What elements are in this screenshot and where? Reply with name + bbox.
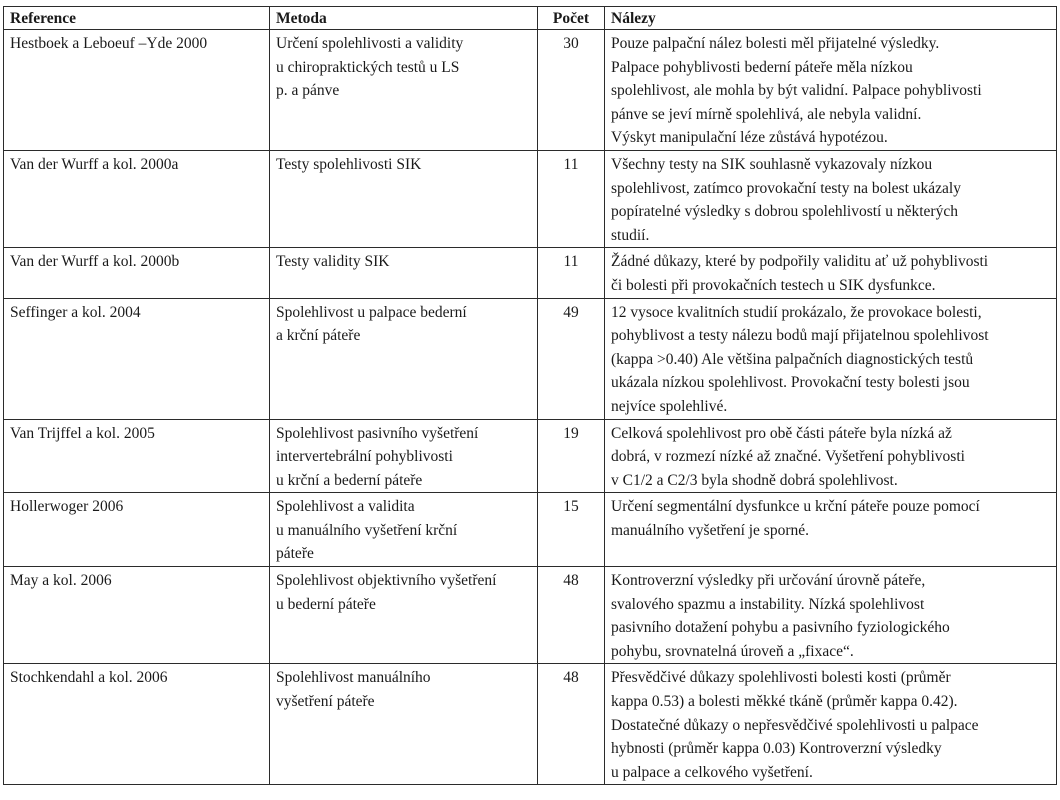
table-row	[4, 419, 1057, 493]
cell-findings-line: Celková spolehlivost pro obě části páteře byla nízká až	[611, 424, 952, 442]
cell-count: 11	[538, 150, 605, 247]
cell-findings-line: spolehlivost, zatímco provokační testy na bolest ukázaly	[611, 179, 961, 197]
cell-reference-line: May a kol. 2006	[10, 572, 112, 590]
table-header-row	[4, 7, 1057, 30]
cell-findings-line: nejvíce spolehlivé.	[611, 397, 728, 415]
cell-method-line: Spolehlivost manuálního	[276, 669, 431, 687]
cell-method-line: Určení spolehlivosti a validity	[276, 35, 464, 52]
cell-reference-line: Seffinger a kol. 2004	[10, 303, 141, 321]
table-body	[4, 30, 1057, 785]
cell-findings-line: Palpace pohyblivosti bederní páteře měla nízkou	[611, 58, 913, 76]
cell-count: 11	[538, 248, 605, 298]
cell-reference-line: Hestboek a Leboeuf –Yde 2000	[10, 35, 208, 52]
cell-findings-line: Žádné důkazy, které by podpořily validitu ať už pohyblivosti	[611, 253, 989, 271]
cell-findings-line: (kappa >0.40) Ale většina palpačních diagnostických testů	[611, 350, 974, 368]
cell-method-line: Testy validity SIK	[276, 253, 390, 271]
cell-count: 15	[538, 493, 605, 567]
header-findings: Nálezy	[605, 7, 1057, 30]
cell-reference-line: Van der Wurff a kol. 2000a	[10, 155, 179, 173]
cell-method-line: p. a pánve	[276, 82, 340, 100]
cell-count: 48	[538, 567, 605, 664]
cell-method	[270, 248, 538, 298]
cell-method-line: a krční páteře	[276, 327, 361, 345]
cell-findings	[605, 150, 1057, 247]
cell-method	[270, 419, 538, 493]
cell-findings	[605, 419, 1057, 493]
cell-findings-line: pasivního dotažení pohybu a pasivního fyziologického	[611, 619, 950, 637]
cell-reference	[4, 30, 270, 151]
table-row	[4, 493, 1057, 567]
cell-method-line: Spolehlivost pasivního vyšetření	[276, 424, 479, 442]
cell-findings-line: Pouze palpační nález bolesti měl přijatelné výsledky.	[611, 35, 940, 52]
cell-method	[270, 298, 538, 419]
cell-findings-line: či bolesti při provokačních testech u SIK dysfunkce.	[611, 276, 936, 294]
table-row	[4, 248, 1057, 298]
cell-method	[270, 30, 538, 151]
cell-findings-line: popíratelné výsledky s dobrou spolehlivostí u některých	[611, 203, 958, 221]
cell-findings-line: hybnosti (průměr kappa 0.03) Kontroverzní výsledky	[611, 740, 942, 758]
reliability-studies-table	[3, 6, 1057, 785]
cell-method-line: Spolehlivost u palpace bederní	[276, 303, 467, 321]
cell-method-line: vyšetření páteře	[276, 693, 375, 711]
cell-count: 48	[538, 664, 605, 785]
cell-reference-line: Van Trijffel a kol. 2005	[10, 424, 155, 442]
cell-reference	[4, 567, 270, 664]
cell-reference	[4, 664, 270, 785]
cell-findings-line: Určení segmentální dysfunkce u krční páteře pouze pomocí	[611, 498, 980, 516]
cell-method	[270, 664, 538, 785]
cell-method-line: Testy spolehlivosti SIK	[276, 155, 422, 173]
cell-findings-line: 12 vysoce kvalitních studií prokázalo, že provokace bolesti,	[611, 303, 982, 321]
table-header	[4, 7, 1057, 30]
cell-reference-line: Hollerwoger 2006	[10, 498, 124, 516]
cell-method	[270, 493, 538, 567]
cell-method-line: intervertebrální pohyblivosti	[276, 448, 453, 466]
cell-method-line: páteře	[276, 545, 314, 563]
cell-findings-line: ukázala nízkou spolehlivost. Provokační testy bolesti jsou	[611, 374, 970, 392]
cell-findings-line: u palpace a celkového vyšetření.	[611, 763, 813, 781]
cell-findings-line: pohyblivost a testy nálezu bodů mají přijatelnou spolehlivost	[611, 327, 989, 345]
table-row	[4, 567, 1057, 664]
cell-method-line: u chiropraktických testů u LS	[276, 58, 460, 76]
cell-reference-line: Stochkendahl a kol. 2006	[10, 669, 168, 687]
cell-findings-line: kappa 0.53) a bolesti měkké tkáně (průměr kappa 0.42).	[611, 693, 958, 711]
cell-reference	[4, 298, 270, 419]
cell-method	[270, 150, 538, 247]
cell-findings-line: spolehlivost, ale mohla by být validní. Palpace pohyblivosti	[611, 82, 982, 100]
cell-reference	[4, 248, 270, 298]
cell-findings-line: studií.	[611, 226, 650, 244]
cell-method-line: Spolehlivost a validita	[276, 498, 415, 516]
cell-findings	[605, 298, 1057, 419]
table-row	[4, 150, 1057, 247]
cell-findings	[605, 493, 1057, 567]
cell-findings-line: manuálního vyšetření je sporné.	[611, 521, 810, 539]
cell-reference	[4, 150, 270, 247]
cell-method-line: u manuálního vyšetření krční	[276, 521, 458, 539]
cell-findings-line: v C1/2 a C2/3 byla shodně dobrá spolehlivost.	[611, 471, 898, 489]
cell-count: 49	[538, 298, 605, 419]
cell-findings	[605, 248, 1057, 298]
cell-findings-line: Všechny testy na SIK souhlasně vykazovaly nízkou	[611, 155, 933, 173]
cell-findings	[605, 567, 1057, 664]
table-row	[4, 298, 1057, 419]
cell-method	[270, 567, 538, 664]
cell-findings-line: pánve se jeví mírně spolehlivá, ale nebyla validní.	[611, 105, 922, 123]
cell-findings-line: svalového spazmu a instability. Nízká spolehlivost	[611, 595, 925, 613]
header-count: Počet	[538, 7, 605, 30]
cell-count: 30	[538, 30, 605, 151]
cell-findings	[605, 30, 1057, 151]
cell-findings-line: Kontroverzní výsledky při určování úrovně páteře,	[611, 572, 926, 590]
cell-method-line: u krční a bederní páteře	[276, 471, 423, 489]
cell-method-line: Spolehlivost objektivního vyšetření	[276, 572, 497, 590]
table-row	[4, 30, 1057, 151]
cell-findings-line: Dostatečné důkazy o nepřesvědčivé spolehlivosti u palpace	[611, 716, 979, 734]
cell-count: 19	[538, 419, 605, 493]
cell-findings-line: dobrá, v rozmezí nízké až značné. Vyšetření pohyblivosti	[611, 448, 965, 466]
cell-reference-line: Van der Wurff a kol. 2000b	[10, 253, 180, 271]
header-method: Metoda	[270, 7, 538, 30]
cell-findings-line: pohybu, srovnatelná úroveň a „fixace“.	[611, 642, 854, 660]
cell-findings-line: Přesvědčivé důkazy spolehlivosti bolesti kosti (průměr	[611, 669, 951, 687]
cell-findings-line: Výskyt manipulační léze zůstává hypotézou.	[611, 129, 888, 147]
cell-reference	[4, 419, 270, 493]
header-reference: Reference	[4, 7, 270, 30]
cell-reference	[4, 493, 270, 567]
cell-method-line: u bederní páteře	[276, 595, 376, 613]
table-row	[4, 664, 1057, 785]
cell-findings	[605, 664, 1057, 785]
